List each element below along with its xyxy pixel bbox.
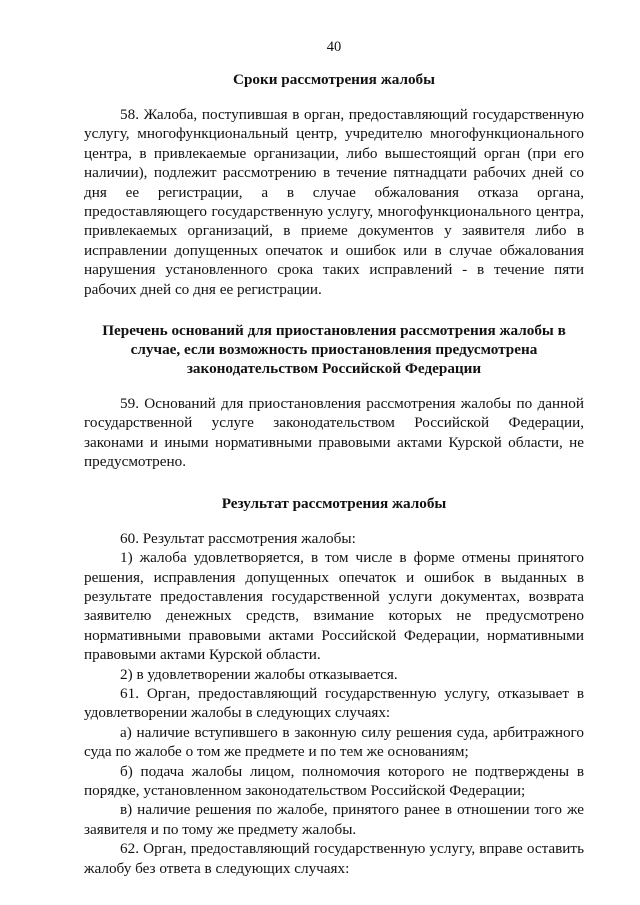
paragraph-59: 59. Оснований для приостановления рассмотрения жалобы по данной государственной услуге законодательством Российской Федерации, законами и иными нормативными правовыми актами Курской области, не предусмотрено.: [84, 395, 584, 471]
heading-line: законодательством Российской Федерации: [186, 360, 482, 378]
heading-line: Перечень оснований для приостановления рассмотрения жалобы в: [102, 322, 566, 340]
paragraph-58: 58. Жалоба, поступившая в орган, предоставляющий государственную услугу, многофункциональный центр, учредителю многофункционального центра, в привлекаемые организации, либо вышестоящий орган (при его наличии), подлежит рассмотрению в течение пятнадцати рабочих дней со дня ее регистрации, а в случае обжалования отказа органа, предоставляющего государственную услугу, многофункционального центра, привлекаемых организаций, в приеме документов у заявителя либо в исправлении допущенных опечаток и ошибок или в случае обжалования нарушения установленного срока таких исправлений - в течение пяти рабочих дней со дня ее регистрации.: [84, 106, 584, 298]
heading-review-terms: Сроки рассмотрения жалобы: [232, 71, 436, 88]
paragraph-61-item-a: а) наличие вступившего в законную силу решения суда, арбитражного суда по жалобе о том же предмете и по тем же основаниям;: [84, 723, 584, 761]
paragraph-61: 61. Орган, предоставляющий государственную услугу, отказывает в удовлетворении жалобы в следующих случаях:: [84, 684, 584, 722]
heading-suspension-grounds: [84, 321, 584, 378]
paragraph-60-item-1: 1) жалоба удовлетворяется, в том числе в форме отмены принятого решения, исправления допущенных опечаток и ошибок в выданных в результате предоставления государственной услуги документах, возврата заявителю денежных средств, взимание которых не предусмотрено нормативными правовыми актами Российской Федерации, нормативными правовыми актами Курской области.: [84, 549, 584, 664]
page-number: 40: [326, 39, 342, 55]
paragraph-61-item-v: в) наличие решения по жалобе, принятого ранее в отношении того же заявителя и по тому же предмету жалобы.: [84, 801, 584, 838]
heading-review-result: Результат рассмотрения жалобы: [221, 494, 447, 512]
paragraph-62: 62. Орган, предоставляющий государственную услугу, вправе оставить жалобу без ответа в следующих случаях:: [84, 840, 584, 877]
paragraph-61-item-b: б) подача жалобы лицом, полномочия которого не подтверждены в порядке, установленном законодательством Российской Федерации;: [84, 762, 584, 799]
paragraph-60-item-2: 2) в удовлетворении жалобы отказывается.: [120, 665, 398, 683]
heading-line: случае, если возможность приостановления предусмотрена: [130, 341, 538, 359]
paragraph-60: 60. Результат рассмотрения жалобы:: [120, 529, 356, 547]
